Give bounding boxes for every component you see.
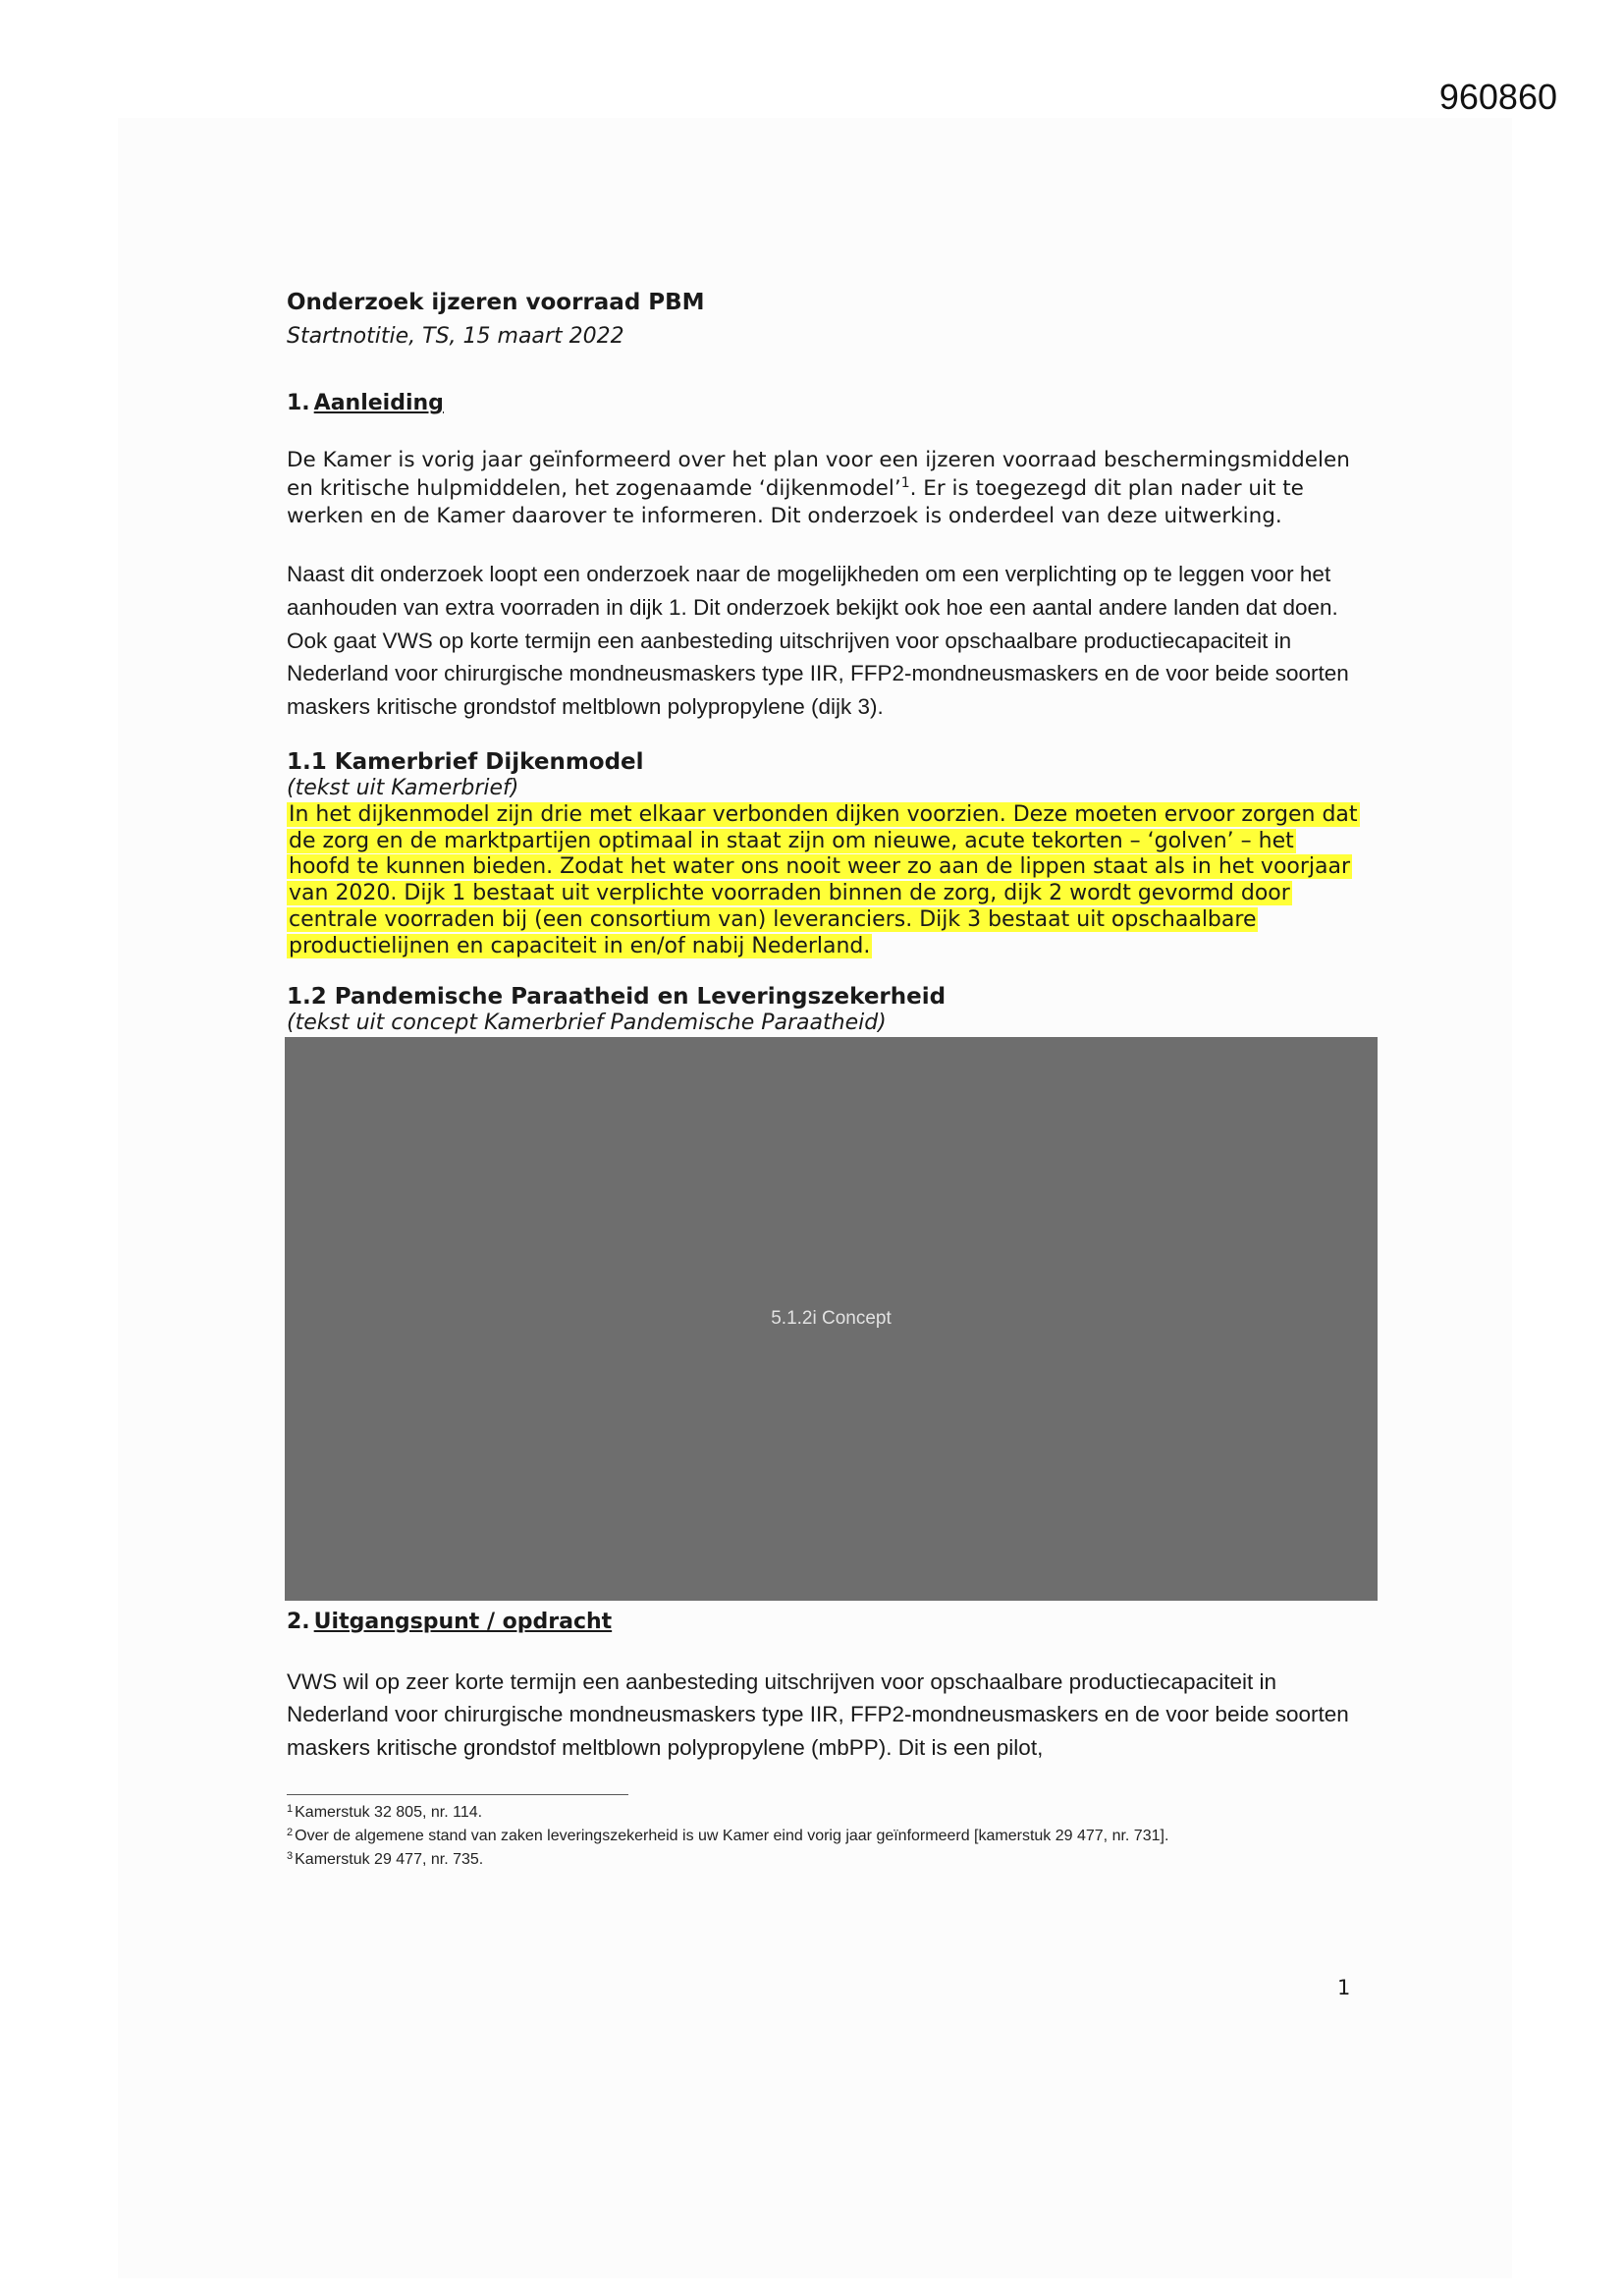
paragraph-aanleiding-1 xyxy=(287,447,1362,530)
section-heading-aanleiding xyxy=(287,388,1362,419)
highlighted-line: In het dijkenmodel zijn drie met elkaar verbonden dijken voorzien. Deze moeten ervoor zorgen dat xyxy=(289,801,1358,827)
highlighted-line: hoofd te kunnen bieden. Zodat het water ons nooit weer zo aan de lippen staat als in het voorjaar xyxy=(289,854,1351,880)
paragraph-text: De Kamer is vorig jaar geïnformeerd over het plan voor een ijzeren voorraad beschermingsmiddelen en kritische hulpmiddelen, het zogenaamde ‘dijkenmodel’ xyxy=(287,448,1350,502)
section-title: Uitgangspunt / opdracht xyxy=(313,1609,613,1634)
document-subtitle: Startnotitie, TS, 15 maart 2022 xyxy=(287,324,624,350)
section-number: 2. xyxy=(287,1609,310,1634)
paragraph-uitgangspunt: VWS wil op zeer korte termijn een aanbesteding uitschrijven voor opschaalbare productiecapaciteit in Nederland voor chirurgische mondneusmaskers type IIR, FFP2-mondneusmaskers en de voor beide soorten maskers kritische grondstof meltblown polypropylene (mbPP). Dit is een pilot, xyxy=(287,1668,1349,1761)
page-number: 1 xyxy=(1337,1976,1351,1999)
redaction-label: 5.1.2i Concept xyxy=(771,1308,892,1329)
subsection-note-kamerbrief: (tekst uit Kamerbrief) xyxy=(287,776,519,801)
subsection-heading-pandemische: 1.2 Pandemische Paraatheid en Leveringszekerheid xyxy=(287,983,947,1010)
redaction-block xyxy=(285,1037,1378,1601)
section-title: Aanleiding xyxy=(313,391,444,416)
paragraph-aanleiding-2: Naast dit onderzoek loopt een onderzoek naar de mogelijkheden om een verplichting op te leggen voor het aanhouden van extra voorraden in dijk 1. Dit onderzoek bekijkt ook hoe een aantal andere landen dat doen. Ook gaat VWS op korte termijn een aanbesteding uitschrijven voor opschaalbare productiecapaciteit in Nederland voor chirurgische mondneusmaskers type IIR, FFP2-mondneusmaskers en de voor beide soorten maskers kritische grondstof meltblown polypropylene (dijk 3). xyxy=(287,562,1349,720)
footnote: $^1$ Kamerstuk 32 805, nr. 114. xyxy=(287,1802,483,1821)
footnote-ref: 1 xyxy=(900,475,910,492)
highlighted-line: centrale voorraden bij (een consortium van) leveranciers. Dijk 3 bestaat uit opschaalbare xyxy=(289,907,1257,933)
document-body xyxy=(287,287,1362,1872)
section-heading-uitgangspunt xyxy=(287,1607,1362,1638)
footnote: $^2$ Over de algemene stand van zaken leveringszekerheid is uw Kamer eind vorig jaar geïnformeerd [kamerstuk 29 477, nr. 731]. xyxy=(287,1826,1169,1844)
subsection-note-pandemische: (tekst uit concept Kamerbrief Pandemische Paraatheid) xyxy=(287,1011,887,1036)
paragraph-text-tail: . Er is toegezegd dit plan nader uit te werken en de Kamer daarover te informeren. Dit onderzoek is onderdeel van deze uitwerking. xyxy=(287,476,1304,529)
section-number: 1. xyxy=(287,391,310,416)
document-title: Onderzoek ijzeren voorraad PBM xyxy=(287,290,705,315)
highlighted-line: de zorg en de marktpartijen optimaal in staat zijn om nieuwe, acute tekorten – ‘golven’ – het xyxy=(289,828,1294,853)
highlighted-quote xyxy=(287,802,1362,960)
footnote: $^3$ Kamerstuk 29 477, nr. 735. xyxy=(287,1849,484,1868)
footnote-divider xyxy=(287,1794,628,1795)
footnotes xyxy=(287,1801,1362,1872)
highlighted-line: productielijnen en capaciteit in en/of nabij Nederland. xyxy=(289,933,871,958)
document-id: 960860 xyxy=(1438,77,1557,117)
subsection-heading-kamerbrief: 1.1 Kamerbrief Dijkenmodel xyxy=(287,748,644,775)
highlighted-line: van 2020. Dijk 1 bestaat uit verplichte voorraden binnen de zorg, dijk 2 wordt gevormd door xyxy=(289,881,1290,906)
